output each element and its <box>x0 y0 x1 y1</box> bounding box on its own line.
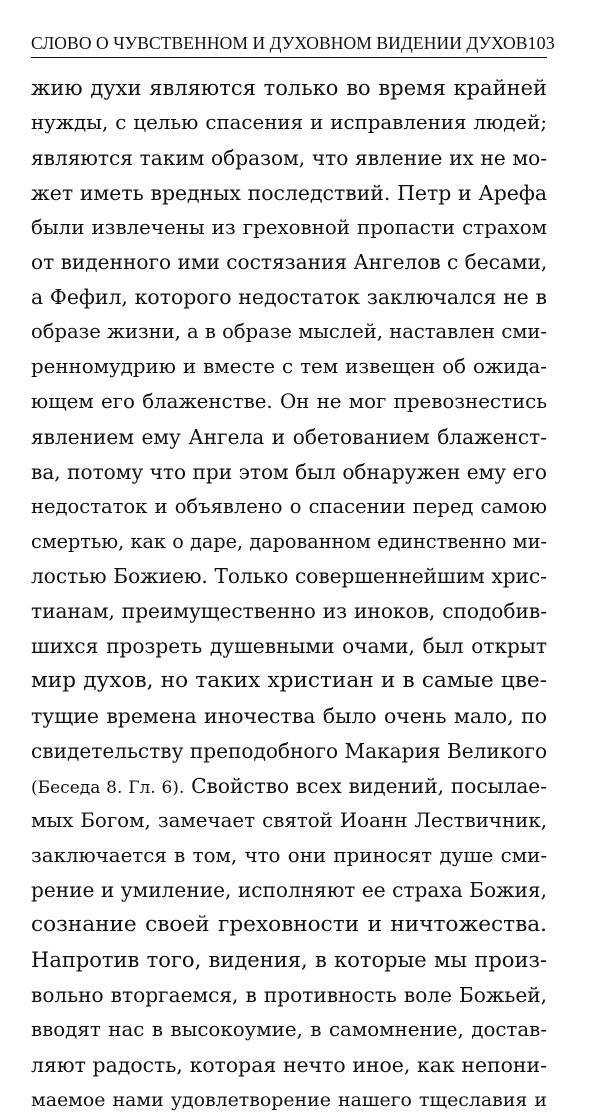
text-line: являются таким образом, что явление их не мо- <box>31 145 547 170</box>
text-line: жет иметь вредных последствий. Петр и Арефа <box>31 180 547 205</box>
text-line: нужды, с целью спасения и исправления людей; <box>31 110 547 134</box>
running-head-title: СЛОВО О ЧУВСТВЕННОМ И ДУХОВНОМ ВИДЕНИИ ДУХОВ <box>31 33 528 53</box>
text-line: мых Богом, замечает святой Иоанн Лествичник, <box>31 808 547 832</box>
text-line: смертью, как о даре, дарованном единственно ми- <box>31 529 547 553</box>
text-line-with-reference <box>31 769 547 804</box>
text-line: заключается в том, что они приносят душе сми- <box>31 843 547 867</box>
text-line: мир духов, но таких христиан и в самые цве- <box>31 668 547 694</box>
text-line: от виденного ими состязания Ангелов с бесами, <box>31 250 547 275</box>
text-line: а Фефил, которого недостаток заключался не в <box>31 285 547 310</box>
text-line: маемое нами удовлетворение нашего тщеславия и <box>31 1088 547 1111</box>
text-line: ющем его блаженстве. Он не мог превознестись <box>31 390 547 414</box>
text-line-rest: Свойство всех видений, посылае- <box>184 773 547 798</box>
text-line: свидетельству преподобного Макария Великого <box>31 738 547 763</box>
text-line: явлением ему Ангела и обетованием блаженст- <box>31 424 547 449</box>
text-line: тианам, преимущественно из иноков, сподобив- <box>31 599 547 624</box>
text-line: лостью Божиею. Только совершеннейшим хрис- <box>31 564 547 589</box>
text-line: ренномудрию и вместе с тем извещен об ожида- <box>31 355 547 379</box>
body-text <box>31 71 547 1118</box>
text-line: рение и умиление, исполняют ее страха Божия, <box>31 878 547 903</box>
running-head <box>31 28 555 54</box>
text-line: жию духи являются только во время крайней <box>31 76 547 100</box>
text-line: ва, потому что при этом был обнаружен ему его <box>31 459 547 484</box>
text-line: шихся прозреть душевными очами, был открыт <box>31 634 547 659</box>
text-line: были извлечены из греховной пропасти страхом <box>31 215 547 239</box>
text-line: недостаток и объявлено о спасении перед самою <box>31 494 547 518</box>
page-number: 103 <box>527 33 555 53</box>
citation-reference: (Беседа 8. Гл. 6). <box>31 777 185 798</box>
text-line: тущие времена иночества было очень мало, по <box>31 704 547 729</box>
text-line: Напротив того, видения, в которые мы произ- <box>31 948 547 973</box>
header-rule <box>31 57 547 58</box>
text-line: образе жизни, а в образе мыслей, наставлен сми- <box>31 320 547 344</box>
text-line: вводят нас в высокоумие, в самомнение, достав- <box>31 1018 547 1042</box>
text-line: вольно вторгаемся, в противность воле Божьей, <box>31 983 547 1008</box>
text-line: ляют радость, которая нечто иное, как непони- <box>31 1052 547 1077</box>
text-line: сознание своей греховности и ничтожества. <box>31 912 547 938</box>
